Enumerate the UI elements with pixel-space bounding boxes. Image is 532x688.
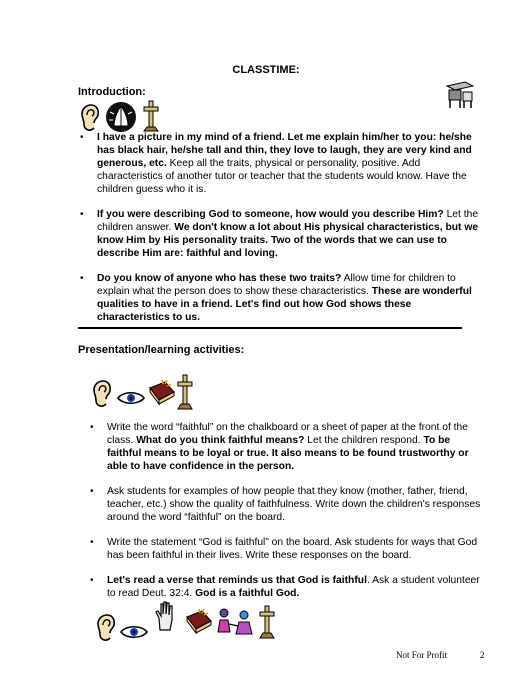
bullet-bold-text-2: God is a faithful God. — [195, 588, 300, 599]
praying-hands-icon — [104, 100, 138, 134]
bullet-bold-text: What do you think faithful means? — [136, 435, 305, 446]
bullet-dot: • — [80, 132, 84, 143]
bullet-bold-text: If you were describing God to someone, how would you describe Him? — [97, 209, 444, 220]
footer-label: Not For Profit — [396, 650, 448, 660]
list-item — [90, 485, 486, 524]
bullet-dot: • — [90, 537, 94, 548]
introduction-bullet-list — [80, 131, 486, 336]
list-item — [90, 536, 486, 562]
cross-icon — [176, 373, 194, 411]
list-item — [90, 421, 486, 473]
bullet-bold-text: I have a picture in my mind of a friend. Let me explain him/her to you: he/she has black hair, he/she tall and thin, they love to laugh, they are very kind and generous, etc. — [97, 132, 472, 169]
page-title: CLASSTIME: — [232, 64, 300, 76]
hand-icon — [154, 600, 178, 632]
cross-icon — [258, 604, 276, 640]
eye-icon — [120, 625, 148, 639]
bullet-text: Ask students for examples of how people that they know (mother, father, friend, teacher, etc.) show the quality of faithfulness. Write down the children's responses around the word “faithful” on the board. — [107, 486, 481, 523]
page-number: 2 — [480, 650, 485, 660]
bullet-text: . Ask a student volunteer to read Deut. 32:4. — [107, 575, 480, 599]
introduction-heading: Introduction: — [78, 86, 146, 98]
ear-icon — [80, 104, 100, 132]
eye-icon — [117, 391, 145, 405]
cross-icon — [142, 99, 160, 133]
bullet-dot: • — [80, 209, 84, 220]
presentation-bullet-list — [90, 421, 486, 612]
bullet-bold-text: Let's read a verse that reminds us that God is faithful — [107, 575, 367, 586]
list-item — [90, 574, 486, 600]
list-item — [80, 208, 486, 260]
presentation-heading: Presentation/learning activities: — [78, 344, 245, 356]
bullet-text: Write the statement “God is faithful” on the board. Ask students for ways that God has been faithful in their lives. Write these responses on the board. — [107, 537, 478, 561]
bullet-bold-text-2: We don't know a lot about His physical characteristics, but we know Him by His personality traits. Two of the words that we can use to describe Him are: faithful and loving. — [97, 222, 479, 259]
bullet-text: Write the word “faithful” on the chalkboard or a sheet of paper at the front of the class. — [107, 422, 468, 446]
bullet-text: Allow time for children to explain what the person does to show these characteristics. — [97, 273, 456, 297]
bullet-dot: • — [80, 273, 84, 284]
bullet-bold-text-2: These are wonderful qualities to have in a friend. Let's find out how God shows these characteristics to us. — [97, 286, 472, 323]
bullet-dot: • — [90, 486, 94, 497]
section-divider — [78, 327, 462, 329]
ear-icon — [92, 380, 112, 408]
bible-icon — [184, 607, 214, 639]
ear-icon — [96, 614, 116, 642]
bullet-dot: • — [90, 575, 94, 586]
list-item — [80, 272, 486, 324]
bullet-text: Let the children answer. — [97, 209, 479, 233]
bullet-bold-text: Do you know of anyone who has these two traits? — [97, 273, 342, 284]
bible-icon — [147, 378, 177, 410]
bullet-bold-text-2: To be faithful means to be loyal or true. It also means to be found trustworthy or able to have confidence in the person. — [107, 435, 469, 472]
school-desk-icon — [443, 80, 475, 110]
bullet-dot: • — [90, 422, 94, 433]
bullet-text: Keep all the traits, physical or personality, positive. Add characteristics of another tutor or teacher that the students would know. Have the children guess who it is. — [97, 158, 467, 195]
list-item — [80, 131, 486, 196]
people-icon — [214, 606, 258, 638]
bullet-text-2: Let the children respond. — [304, 435, 424, 446]
